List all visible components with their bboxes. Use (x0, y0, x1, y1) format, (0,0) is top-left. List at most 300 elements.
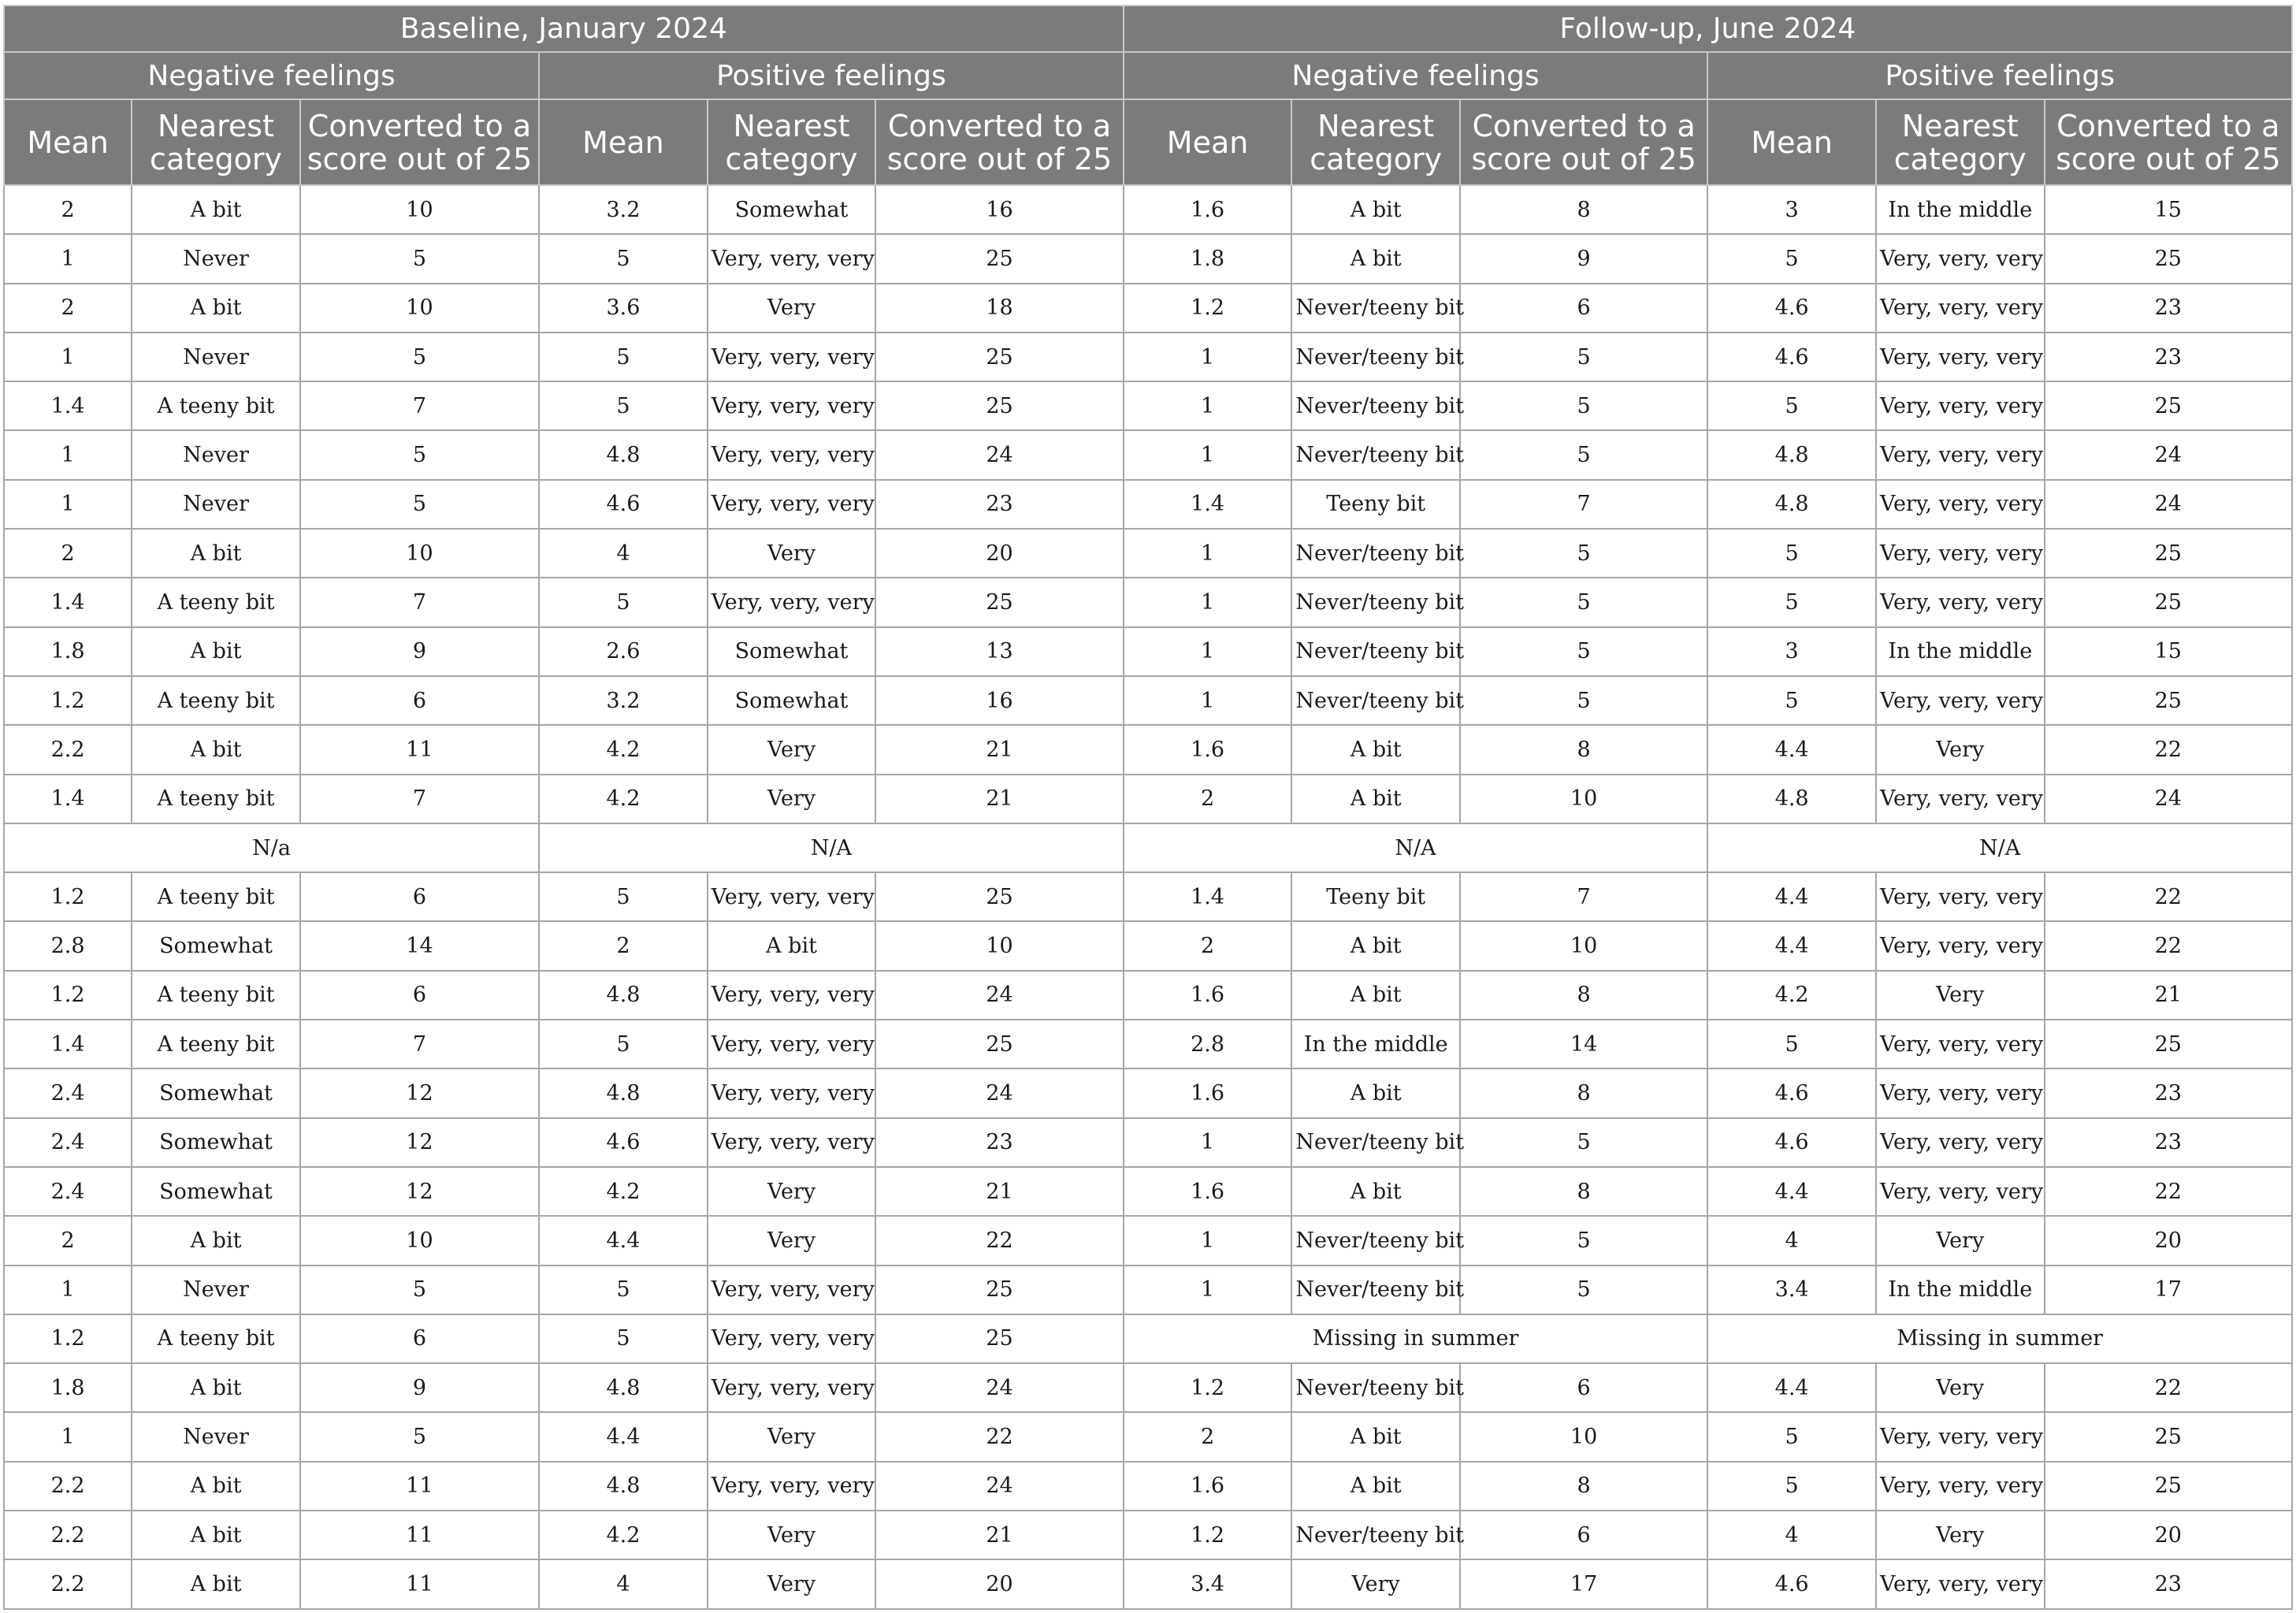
table-cell: Very, very, very (1876, 480, 2045, 529)
table-body (4, 185, 2292, 1609)
table-cell: A bit (132, 1511, 300, 1559)
table-cell: Very, very, very (1876, 1118, 2045, 1167)
table-cell: Very, very, very (1876, 529, 2045, 578)
table-row (4, 1167, 2292, 1216)
table-cell: 1.6 (1124, 1069, 1292, 1117)
table-cell: Very, very, very (708, 381, 876, 430)
table-cell: A teeny bit (132, 1314, 300, 1363)
table-cell: In the middle (1876, 627, 2045, 676)
table-cell: 5 (300, 1265, 539, 1314)
table-cell: Very, very, very (708, 1020, 876, 1069)
table-cell: Very (708, 1216, 876, 1265)
table-cell: 22 (2045, 1167, 2292, 1216)
table-cell: Very, very, very (1876, 381, 2045, 430)
table-cell: 5 (300, 234, 539, 283)
table-cell: 1.4 (1124, 872, 1292, 921)
table-cell: Never/teeny bit (1291, 578, 1460, 626)
table-cell: Very, very, very (708, 1314, 876, 1363)
table-cell: 5 (539, 578, 708, 626)
table-row (4, 1363, 2292, 1412)
table-cell: 4.2 (1707, 971, 1876, 1020)
table-cell: 1 (4, 480, 132, 529)
table-cell: Very, very, very (708, 480, 876, 529)
table-cell: 5 (1707, 1412, 1876, 1461)
table-cell: 7 (300, 1020, 539, 1069)
table-cell: 2 (4, 284, 132, 333)
table-cell: 25 (2045, 529, 2292, 578)
table-cell: Somewhat (132, 1118, 300, 1167)
table-cell: 15 (2045, 627, 2292, 676)
table-cell: 4 (1707, 1216, 1876, 1265)
table-cell: Never/teeny bit (1291, 676, 1460, 725)
table-cell: 1 (1124, 627, 1292, 676)
table-cell: Very, very, very (1876, 234, 2045, 283)
table-cell: 25 (875, 234, 1123, 283)
table-cell: 6 (1460, 1511, 1707, 1559)
table-cell: Very, very, very (708, 872, 876, 921)
table-cell: 10 (1460, 1412, 1707, 1461)
header-row-feelings (4, 52, 2292, 99)
column-header: Converted to a score out of 25 (1460, 99, 1707, 185)
table-cell: 8 (1460, 1069, 1707, 1117)
table-cell: 5 (1460, 333, 1707, 381)
table-cell: 8 (1460, 185, 1707, 234)
table-cell: 2.2 (4, 1559, 132, 1608)
table-cell: 25 (875, 1265, 1123, 1314)
table-cell: Very (708, 1167, 876, 1216)
table-cell: 24 (875, 1069, 1123, 1117)
table-cell: Somewhat (132, 1167, 300, 1216)
table-cell: A teeny bit (132, 578, 300, 626)
table-cell: 1.4 (4, 1020, 132, 1069)
table-cell: 4.6 (539, 480, 708, 529)
table-cell: Never/teeny bit (1291, 1511, 1460, 1559)
table-cell: 5 (539, 872, 708, 921)
table-cell: 20 (875, 529, 1123, 578)
table-cell: 8 (1460, 1167, 1707, 1216)
table-cell: 1 (1124, 529, 1292, 578)
table-cell: 25 (2045, 1412, 2292, 1461)
column-header: Mean (4, 99, 132, 185)
table-cell: 24 (875, 430, 1123, 479)
table-cell: 1.2 (4, 1314, 132, 1363)
table-cell: 2 (4, 185, 132, 234)
table-cell: 24 (2045, 430, 2292, 479)
table-cell: 3.4 (1707, 1265, 1876, 1314)
table-cell: 11 (300, 1462, 539, 1511)
table-cell: A bit (1291, 971, 1460, 1020)
table-cell: 11 (300, 1559, 539, 1608)
table-cell: 2 (4, 529, 132, 578)
table-cell: Somewhat (708, 185, 876, 234)
table-cell: 22 (2045, 872, 2292, 921)
table-cell: 25 (2045, 234, 2292, 283)
table-cell: 3.2 (539, 676, 708, 725)
table-cell: Very, very, very (1876, 333, 2045, 381)
table-cell: 6 (300, 872, 539, 921)
table-header (4, 6, 2292, 185)
table-cell: 25 (875, 1020, 1123, 1069)
table-cell: 5 (1460, 430, 1707, 479)
table-cell: A teeny bit (132, 676, 300, 725)
table-cell: In the middle (1876, 1265, 2045, 1314)
table-cell: 13 (875, 627, 1123, 676)
table-cell-merged: Missing in summer (1124, 1314, 1708, 1363)
table-cell: Very, very, very (1876, 1559, 2045, 1608)
table-cell: Never (132, 1412, 300, 1461)
table-cell: 1.2 (4, 676, 132, 725)
table-cell: 25 (2045, 1462, 2292, 1511)
table-cell: Somewhat (132, 921, 300, 970)
table-cell: In the middle (1291, 1020, 1460, 1069)
header-followup-negative: Negative feelings (1124, 52, 1708, 99)
table-cell: 4.8 (539, 1363, 708, 1412)
table-cell: 1.4 (4, 775, 132, 823)
table-cell: 25 (875, 872, 1123, 921)
table-cell: 9 (1460, 234, 1707, 283)
table-cell: 4.2 (539, 775, 708, 823)
table-cell: Never (132, 1265, 300, 1314)
table-cell: 23 (2045, 1118, 2292, 1167)
table-row (4, 1412, 2292, 1461)
table-cell: 5 (1460, 529, 1707, 578)
table-cell: Very (1291, 1559, 1460, 1608)
table-cell: 15 (2045, 185, 2292, 234)
table-cell: 1.6 (1124, 1462, 1292, 1511)
table-cell: Very (708, 725, 876, 774)
table-cell: Very, very, very (708, 430, 876, 479)
table-cell: 2.2 (4, 1511, 132, 1559)
table-cell: 24 (875, 971, 1123, 1020)
table-cell: 8 (1460, 971, 1707, 1020)
table-cell: 1.2 (1124, 1363, 1292, 1412)
table-cell: 2.6 (539, 627, 708, 676)
table-cell: 14 (1460, 1020, 1707, 1069)
table-cell: 4.6 (539, 1118, 708, 1167)
table-cell: Very, very, very (1876, 775, 2045, 823)
table-cell: 8 (1460, 1462, 1707, 1511)
table-cell: 1.2 (4, 872, 132, 921)
table-cell: 1.2 (4, 971, 132, 1020)
table-cell: Never (132, 234, 300, 283)
table-cell: 1.4 (4, 381, 132, 430)
table-row (4, 529, 2292, 578)
table-cell: Never/teeny bit (1291, 529, 1460, 578)
table-cell: A bit (1291, 234, 1460, 283)
table-cell: 2 (1124, 921, 1292, 970)
table-cell: 2 (1124, 1412, 1292, 1461)
table-cell: Very, very, very (1876, 430, 2045, 479)
table-cell: 10 (875, 921, 1123, 970)
table-cell: 4.4 (1707, 1363, 1876, 1412)
table-cell: 25 (875, 381, 1123, 430)
table-cell: 12 (300, 1118, 539, 1167)
header-row-periods (4, 6, 2292, 52)
column-header: Nearest category (1291, 99, 1460, 185)
table-cell: 16 (875, 676, 1123, 725)
column-header: Nearest category (708, 99, 876, 185)
table-cell: 23 (2045, 1559, 2292, 1608)
table-cell: 1 (1124, 1216, 1292, 1265)
table-cell: A bit (1291, 921, 1460, 970)
table-cell: Very, very, very (1876, 872, 2045, 921)
table-cell: 12 (300, 1167, 539, 1216)
table-cell: 1 (4, 234, 132, 283)
table-cell: 4 (1707, 1511, 1876, 1559)
table-cell: Very (708, 529, 876, 578)
table-cell: A teeny bit (132, 775, 300, 823)
table-cell: 3.6 (539, 284, 708, 333)
table-cell: Very, very, very (708, 971, 876, 1020)
table-cell: A teeny bit (132, 381, 300, 430)
table-cell: Very, very, very (708, 1069, 876, 1117)
table-cell: 11 (300, 725, 539, 774)
table-cell: A bit (132, 284, 300, 333)
table-cell: 4.8 (539, 1069, 708, 1117)
table-cell: 24 (875, 1462, 1123, 1511)
table-cell: 20 (875, 1559, 1123, 1608)
table-cell: Very, very, very (1876, 284, 2045, 333)
table-cell: 2 (1124, 775, 1292, 823)
table-row (4, 234, 2292, 283)
table-cell: 1.8 (4, 1363, 132, 1412)
table-cell: 25 (875, 578, 1123, 626)
table-cell: Teeny bit (1291, 872, 1460, 921)
table-cell: 1 (1124, 1118, 1292, 1167)
table-cell: A bit (132, 1363, 300, 1412)
table-cell: 5 (539, 1314, 708, 1363)
table-cell: Somewhat (708, 627, 876, 676)
table-cell: 4.6 (1707, 284, 1876, 333)
table-cell: A bit (1291, 185, 1460, 234)
table-row (4, 725, 2292, 774)
table-cell: Very (1876, 1216, 2045, 1265)
table-cell: 5 (1460, 676, 1707, 725)
table-cell: 2.8 (4, 921, 132, 970)
table-cell: 5 (1460, 1265, 1707, 1314)
table-cell: 4.6 (1707, 333, 1876, 381)
table-cell: Never/teeny bit (1291, 1216, 1460, 1265)
table-cell-merged: N/A (539, 823, 1124, 872)
table-cell: Very, very, very (1876, 1069, 2045, 1117)
header-follow-up: Follow-up, June 2024 (1124, 6, 2292, 52)
table-cell: 7 (300, 578, 539, 626)
table-cell: A bit (132, 1559, 300, 1608)
table-cell: 3 (1707, 185, 1876, 234)
table-cell: A teeny bit (132, 971, 300, 1020)
table-cell: 25 (2045, 1020, 2292, 1069)
table-cell: 4 (539, 529, 708, 578)
table-cell: 9 (300, 1363, 539, 1412)
table-cell: 22 (2045, 1363, 2292, 1412)
table-cell: Somewhat (708, 676, 876, 725)
table-cell: 22 (875, 1216, 1123, 1265)
table-cell: 4.8 (539, 430, 708, 479)
table-cell: 10 (300, 284, 539, 333)
table-row (4, 1216, 2292, 1265)
table-cell: 5 (1707, 676, 1876, 725)
table-cell: 3 (1707, 627, 1876, 676)
table-cell: 5 (300, 333, 539, 381)
table-cell: 7 (300, 775, 539, 823)
table-cell: 1.8 (1124, 234, 1292, 283)
column-header: Nearest category (1876, 99, 2045, 185)
table-cell: 5 (300, 1412, 539, 1461)
column-header: Converted to a score out of 25 (875, 99, 1123, 185)
table-cell: 1 (4, 1412, 132, 1461)
table-row (4, 1265, 2292, 1314)
table-cell: 24 (2045, 480, 2292, 529)
column-header: Converted to a score out of 25 (300, 99, 539, 185)
table-row (4, 1462, 2292, 1511)
table-cell: Very, very, very (1876, 676, 2045, 725)
table-cell: Never/teeny bit (1291, 1118, 1460, 1167)
column-header: Mean (539, 99, 708, 185)
table-cell: A bit (132, 627, 300, 676)
table-cell-merged: N/A (1124, 823, 1708, 872)
table-row (4, 872, 2292, 921)
table-cell: Very (708, 1412, 876, 1461)
table-cell: 23 (2045, 284, 2292, 333)
table-cell: 7 (1460, 480, 1707, 529)
table-cell: Never/teeny bit (1291, 284, 1460, 333)
table-cell: Never/teeny bit (1291, 381, 1460, 430)
table-cell: A bit (132, 529, 300, 578)
table-cell: Very, very, very (708, 1363, 876, 1412)
table-cell: 4.6 (1707, 1559, 1876, 1608)
table-cell: Very (708, 775, 876, 823)
table-cell: 2.4 (4, 1069, 132, 1117)
table-cell: A bit (1291, 1412, 1460, 1461)
table-cell: 14 (300, 921, 539, 970)
table-cell: 5 (1460, 381, 1707, 430)
table-cell: 4.2 (539, 1511, 708, 1559)
table-cell: 5 (1707, 529, 1876, 578)
table-cell: 4.4 (1707, 725, 1876, 774)
table-cell: 21 (2045, 971, 2292, 1020)
table-cell: 17 (2045, 1265, 2292, 1314)
table-cell: A bit (1291, 1462, 1460, 1511)
table-cell: 1.6 (1124, 725, 1292, 774)
table-cell: Very, very, very (708, 333, 876, 381)
table-row (4, 1069, 2292, 1117)
table-cell: 24 (875, 1363, 1123, 1412)
table-cell: Very, very, very (1876, 1462, 2045, 1511)
table-cell: 5 (1460, 1118, 1707, 1167)
table-cell: 5 (539, 1020, 708, 1069)
table-cell-merged: N/A (1707, 823, 2292, 872)
table-cell: 2.2 (4, 1462, 132, 1511)
table-cell: 1 (1124, 333, 1292, 381)
table-cell: 23 (875, 480, 1123, 529)
table-cell: 1 (1124, 578, 1292, 626)
table-cell: 10 (1460, 921, 1707, 970)
table-cell: Never/teeny bit (1291, 430, 1460, 479)
table-cell: 16 (875, 185, 1123, 234)
table-cell: 1.8 (4, 627, 132, 676)
table-cell: 3.4 (1124, 1559, 1292, 1608)
table-cell: 1.4 (4, 578, 132, 626)
table-cell: 10 (300, 529, 539, 578)
header-row-columns (4, 99, 2292, 185)
table-cell: 23 (2045, 1069, 2292, 1117)
table-cell: 1 (4, 1265, 132, 1314)
table-cell: Very (708, 284, 876, 333)
table-cell: 5 (300, 480, 539, 529)
table-cell: 6 (300, 1314, 539, 1363)
column-header: Nearest category (132, 99, 300, 185)
table-row (4, 1511, 2292, 1559)
table-row (4, 430, 2292, 479)
table-cell: Very (708, 1511, 876, 1559)
table-cell: 5 (539, 1265, 708, 1314)
table-cell: 21 (875, 775, 1123, 823)
table-cell: 21 (875, 1167, 1123, 1216)
table-cell: Very (1876, 1363, 2045, 1412)
table-row (4, 1118, 2292, 1167)
table-cell: 1 (1124, 676, 1292, 725)
table-cell: 5 (300, 430, 539, 479)
table-cell: 3.2 (539, 185, 708, 234)
table-cell: 1 (4, 333, 132, 381)
table-cell: 25 (875, 333, 1123, 381)
table-cell: A bit (132, 185, 300, 234)
table-cell: 4.6 (1707, 1118, 1876, 1167)
table-cell: Never (132, 480, 300, 529)
table-cell: Very (708, 1559, 876, 1608)
table-cell: Very, very, very (1876, 921, 2045, 970)
table-cell: Teeny bit (1291, 480, 1460, 529)
table-cell: Very, very, very (1876, 1020, 2045, 1069)
table-cell: 4.8 (1707, 430, 1876, 479)
table-cell: A teeny bit (132, 1020, 300, 1069)
table-cell: 4.2 (539, 725, 708, 774)
table-cell: 10 (300, 1216, 539, 1265)
table-cell: 5 (1707, 1462, 1876, 1511)
table-cell: Very, very, very (1876, 578, 2045, 626)
table-cell: Never/teeny bit (1291, 1363, 1460, 1412)
table-row (4, 381, 2292, 430)
table-cell: 21 (875, 725, 1123, 774)
table-cell: 18 (875, 284, 1123, 333)
table-cell: 5 (539, 333, 708, 381)
table-cell: Never (132, 333, 300, 381)
table-cell: 4.8 (539, 1462, 708, 1511)
table-cell: A bit (708, 921, 876, 970)
table-cell: 4.4 (1707, 921, 1876, 970)
table-cell: 2 (4, 1216, 132, 1265)
table-cell: A bit (132, 1216, 300, 1265)
table-cell: Never/teeny bit (1291, 627, 1460, 676)
table-cell: 1 (1124, 381, 1292, 430)
table-cell: 22 (2045, 725, 2292, 774)
table-row (4, 1314, 2292, 1363)
table-cell: 1 (4, 430, 132, 479)
table-cell: 2.4 (4, 1167, 132, 1216)
table-cell: 7 (1460, 872, 1707, 921)
data-table-wrapper (3, 5, 2293, 1610)
table-cell: 10 (1460, 775, 1707, 823)
table-cell: 5 (1460, 627, 1707, 676)
table-row (4, 333, 2292, 381)
table-cell: A teeny bit (132, 872, 300, 921)
table-cell: Very (1876, 971, 2045, 1020)
table-cell-merged: Missing in summer (1707, 1314, 2292, 1363)
table-row (4, 185, 2292, 234)
table-cell: 21 (875, 1511, 1123, 1559)
column-header: Mean (1707, 99, 1876, 185)
table-cell: 8 (1460, 725, 1707, 774)
